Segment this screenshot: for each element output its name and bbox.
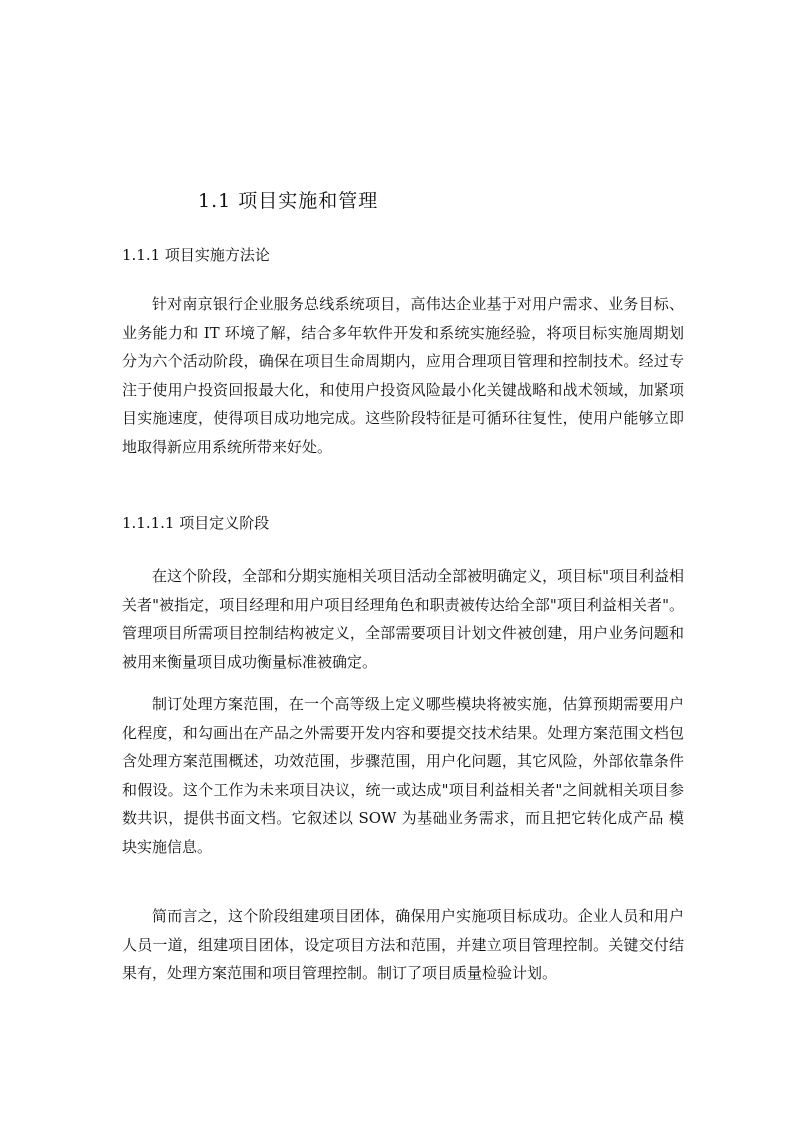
- subsection-heading: 1.1.1 项目实施方法论: [122, 246, 270, 264]
- definition-paragraph-2: 制订处理方案范围，在一个高等级上定义哪些模块将被实施，估算预期需要用户化程度，和勾画出在产品之外需要开发内容和要提交技术结果。处理方案范围文档包含处理方案范围概述，功效范围，步骤范围，用户化问题，其它风险，外部依靠条件和假设。这个工作为未来项目决议，统一或达成"项目利益相关者"之间就相关项目参数共识，提供书面文档。它叙述以 SOW 为基础业务需求，而且把它转化成产品 模块实施信息。: [122, 695, 684, 856]
- definition-paragraph-3: 简而言之，这个阶段组建项目团体，确保用户实施项目标成功。企业人员和用户人员一道，组建项目团体，设定项目方法和范围，并建立项目管理控制。关键交付结果有，处理方案范围和项目管理控制。制订了项目质量检验计划。: [122, 907, 684, 982]
- section-heading: 1.1 项目实施和管理: [198, 190, 379, 212]
- subsubsection-heading: 1.1.1.1 项目定义阶段: [122, 514, 270, 532]
- definition-paragraph-1: 在这个阶段，全部和分期实施相关项目活动全部被明确定义，项目标"项目利益相关者"被指定，项目经理和用户项目经理角色和职责被传达给全部"项目利益相关者"。管理项目所需项目控制结构被定义，全部需要项目计划文件被创建，用户业务问题和被用来衡量项目成功衡量标准被确定。: [122, 567, 684, 671]
- methodology-paragraph: 针对南京银行企业服务总线系统项目，高伟达企业基于对用户需求、业务目标、业务能力和 IT 环境了解，结合多年软件开发和系统实施经验，将项目标实施周期划分为六个活动阶段，确保在项目生命周期内，应用合理项目管理和控制技术。经过专注于使用户投资回报最大化，和使用户投资风险最小化关键战略和战术领域，加紧项目实施速度，使得项目成功地完成。这些阶段特征是可循环往复性，使用户能够立即地取得新应用系统所带来好处。: [122, 295, 684, 456]
